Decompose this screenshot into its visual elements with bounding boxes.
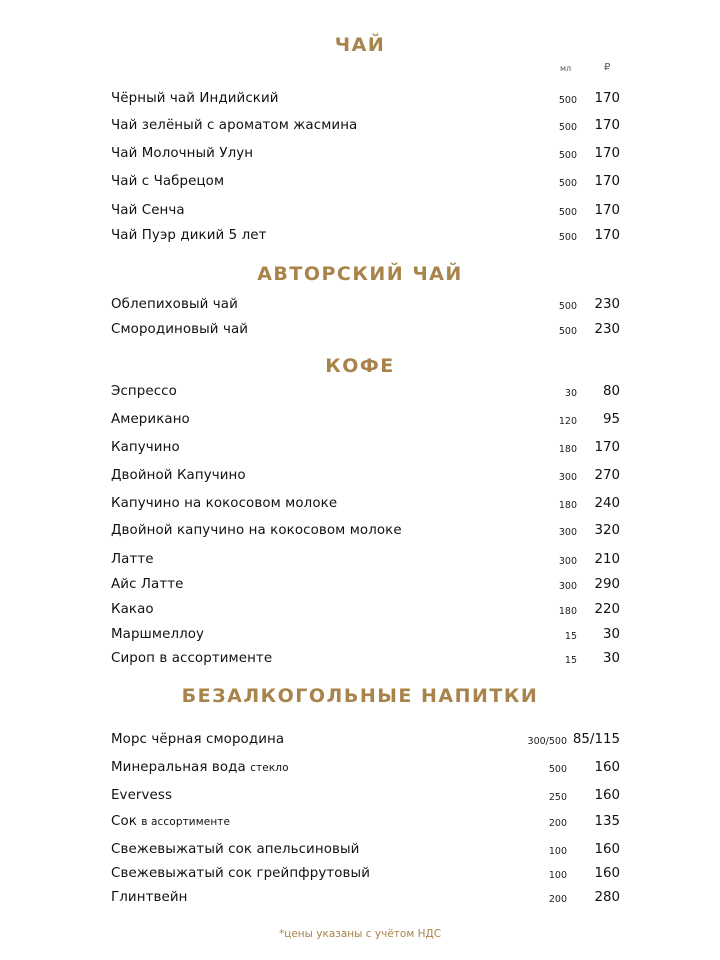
item-volume: 500 — [558, 150, 577, 161]
menu-row — [0, 842, 720, 862]
item-price: 270 — [594, 468, 620, 483]
section-title-soft-drinks: БЕЗАЛКОГОЛЬНЫЕ НАПИТКИ — [181, 685, 539, 707]
menu-row — [0, 146, 720, 166]
item-volume: 250 — [548, 792, 567, 803]
item-volume: 180 — [558, 606, 577, 617]
section-title-author-tea: АВТОРСКИЙ ЧАЙ — [257, 263, 463, 285]
item-volume: 200 — [548, 894, 567, 905]
menu-row — [0, 866, 720, 886]
item-price: 160 — [594, 842, 620, 857]
item-price: 240 — [594, 496, 620, 511]
item-name-text: Сок — [111, 814, 137, 829]
item-price: 30 — [602, 651, 620, 666]
item-volume: 500 — [558, 122, 577, 133]
item-name — [111, 577, 184, 592]
item-name — [111, 118, 357, 133]
menu-row — [0, 228, 720, 248]
menu-row — [0, 602, 720, 622]
item-volume: 100 — [548, 846, 567, 857]
item-name-text: Свежевыжатый сок апельсиновый — [111, 842, 360, 857]
item-price: 170 — [594, 146, 620, 161]
menu-row — [0, 523, 720, 543]
item-name — [111, 496, 337, 511]
item-volume: 300 — [558, 556, 577, 567]
item-volume: 300/500 — [527, 736, 567, 747]
menu-row — [0, 468, 720, 488]
item-price: 290 — [594, 577, 620, 592]
item-price: 30 — [602, 627, 620, 642]
item-name-text: Свежевыжатый сок грейпфрутовый — [111, 866, 371, 881]
item-price: 135 — [594, 814, 620, 829]
item-name — [111, 627, 204, 642]
item-name — [111, 174, 224, 189]
item-name — [111, 468, 246, 483]
item-volume: 500 — [558, 178, 577, 189]
menu-row — [0, 322, 720, 342]
item-volume: 500 — [548, 764, 567, 775]
item-name-text: Смородиновый чай — [111, 322, 249, 337]
item-name — [111, 228, 267, 243]
menu-row — [0, 91, 720, 111]
item-price: 210 — [594, 552, 620, 567]
item-name — [111, 203, 185, 218]
vat-footnote: *цены указаны с учётом НДС — [278, 928, 442, 940]
menu-row — [0, 732, 720, 752]
item-price: 230 — [594, 322, 620, 337]
item-price: 320 — [594, 523, 620, 538]
item-name — [111, 890, 187, 905]
item-volume: 15 — [564, 631, 577, 642]
item-price: 280 — [594, 890, 620, 905]
item-price: 85/115 — [572, 732, 620, 747]
item-name — [111, 412, 190, 427]
menu-row — [0, 297, 720, 317]
item-name-text: Глинтвейн — [111, 890, 188, 905]
item-price: 160 — [594, 760, 620, 775]
item-name — [111, 384, 177, 399]
item-name — [111, 146, 253, 161]
item-name-text: Капучино — [111, 440, 180, 455]
menu-row — [0, 760, 720, 780]
item-volume: 180 — [558, 444, 577, 455]
item-name-text: Чай Сенча — [111, 203, 185, 218]
menu-row — [0, 496, 720, 516]
item-name-text: Чай с Чабрецом — [111, 174, 225, 189]
item-price: 170 — [594, 91, 620, 106]
item-name — [111, 651, 272, 666]
item-name-text: Эспрессо — [111, 384, 177, 399]
item-volume: 500 — [558, 207, 577, 218]
item-name-text: Маршмеллоу — [111, 627, 205, 642]
item-volume: 300 — [558, 527, 577, 538]
item-name — [111, 732, 284, 747]
item-name — [111, 523, 402, 538]
item-note: стекло — [250, 762, 289, 774]
menu-row — [0, 384, 720, 404]
menu-row — [0, 814, 720, 834]
item-volume: 300 — [558, 472, 577, 483]
item-price: 170 — [594, 118, 620, 133]
item-price: 80 — [602, 384, 620, 399]
item-volume: 200 — [548, 818, 567, 829]
item-name-text: Evervess — [111, 788, 173, 803]
menu-row — [0, 627, 720, 647]
item-volume: 100 — [548, 870, 567, 881]
item-name — [111, 842, 359, 857]
item-price: 160 — [594, 866, 620, 881]
item-volume: 300 — [558, 581, 577, 592]
menu-row — [0, 174, 720, 194]
item-price: 230 — [594, 297, 620, 312]
section-title-tea: ЧАЙ — [334, 34, 386, 56]
item-name-text: Чай Молочный Улун — [111, 146, 254, 161]
item-volume: 500 — [558, 232, 577, 243]
item-name — [111, 602, 154, 617]
menu-row — [0, 788, 720, 808]
item-name-text: Чай Пуэр дикий 5 лет — [111, 228, 267, 243]
item-volume: 500 — [558, 326, 577, 337]
item-name — [111, 788, 172, 803]
item-price: 170 — [594, 440, 620, 455]
item-volume: 180 — [558, 500, 577, 511]
item-volume: 500 — [558, 301, 577, 312]
item-name — [111, 552, 154, 567]
item-name-text: Какао — [111, 602, 154, 617]
item-name-text: Двойной Капучино — [111, 468, 246, 483]
item-name-text: Минеральная вода — [111, 760, 246, 775]
section-title-coffee: КОФЕ — [325, 355, 395, 377]
menu-row — [0, 890, 720, 910]
item-name — [111, 814, 230, 829]
item-price: 170 — [594, 228, 620, 243]
item-name-text: Американо — [111, 412, 190, 427]
item-price: 170 — [594, 174, 620, 189]
item-name-text: Чёрный чай Индийский — [111, 91, 279, 106]
item-name — [111, 322, 248, 337]
item-name-text: Морс чёрная смородина — [111, 732, 285, 747]
item-price: 160 — [594, 788, 620, 803]
item-volume: 30 — [564, 388, 577, 399]
item-name-text: Чай зелёный с ароматом жасмина — [111, 118, 358, 133]
menu-row — [0, 577, 720, 597]
menu-row — [0, 440, 720, 460]
item-price: 220 — [594, 602, 620, 617]
menu-row — [0, 552, 720, 572]
unit-ml-header: мл — [560, 64, 572, 73]
item-note: в ассортименте — [141, 816, 231, 828]
menu-row — [0, 203, 720, 223]
item-name — [111, 297, 238, 312]
menu-row — [0, 412, 720, 432]
item-name-text: Сироп в ассортименте — [111, 651, 273, 666]
item-price: 170 — [594, 203, 620, 218]
item-volume: 15 — [564, 655, 577, 666]
item-price: 95 — [602, 412, 620, 427]
item-name-text: Облепиховый чай — [111, 297, 238, 312]
item-name — [111, 760, 289, 775]
menu-row — [0, 651, 720, 671]
item-name-text: Айс Латте — [111, 577, 184, 592]
menu-row — [0, 118, 720, 138]
item-name — [111, 91, 279, 106]
item-name — [111, 866, 370, 881]
unit-currency-header: ₽ — [604, 62, 611, 73]
item-volume: 120 — [558, 416, 577, 427]
item-name-text: Латте — [111, 552, 154, 567]
item-name — [111, 440, 180, 455]
item-name-text: Двойной капучино на кокосовом молоке — [111, 523, 402, 538]
item-volume: 500 — [558, 95, 577, 106]
item-name-text: Капучино на кокосовом молоке — [111, 496, 338, 511]
